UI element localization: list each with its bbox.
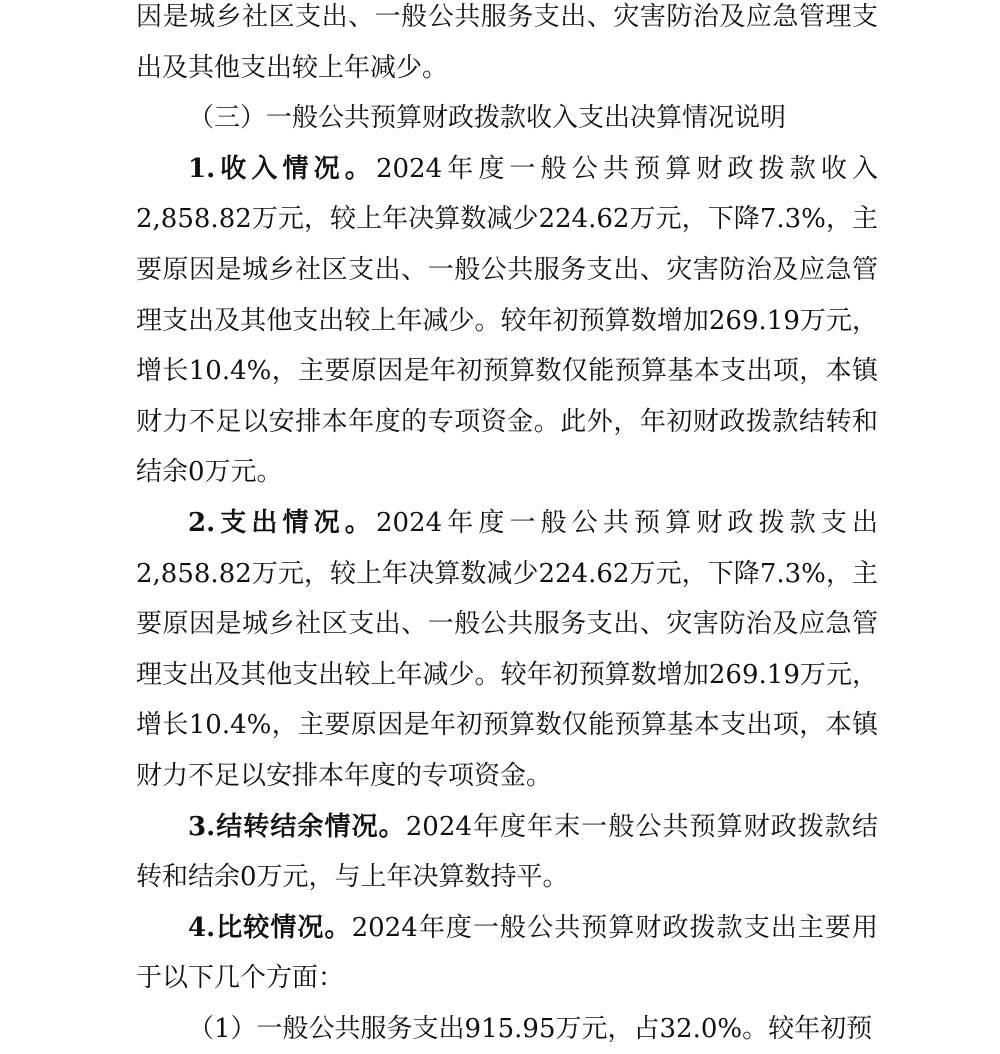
income-title: 1.收入情况。 xyxy=(188,153,376,184)
document-body xyxy=(136,0,878,1054)
paragraph-expense xyxy=(136,498,878,802)
paragraph-continuation: 因是城乡社区支出、一般公共服务支出、灾害防治及应急管理支出及其他支出较上年减少。 xyxy=(136,2,878,83)
carryover-body: 2024年度年末一般公共预算财政拨款结转和结余0万元，与上年决算数持平。 xyxy=(136,811,878,893)
carryover-title: 3.结转结余情况。 xyxy=(188,811,406,842)
expense-body: 2024年度一般公共预算财政拨款支出2,858.82万元，较上年决算数减少224.62万元，下降7.3%，主要原因是城乡社区支出、一般公共服务支出、灾害防治及应急管理支出及其他支出较上年减少。较年初预算数增加269.19万元，增长10.4%，主要原因是年初预算数仅能预算基本支出项，本镇财力不足以安排本年度的专项资金。 xyxy=(136,507,878,791)
paragraph-income xyxy=(136,144,878,498)
comparison-body: 2024年度一般公共预算财政拨款支出主要用于以下几个方面： xyxy=(136,912,878,994)
section-heading: （三）一般公共预算财政拨款收入支出决算情况说明 xyxy=(188,103,787,134)
income-body: 2024年度一般公共预算财政拨款收入2,858.82万元，较上年决算数减少224.62万元，下降7.3%，主要原因是城乡社区支出、一般公共服务支出、灾害防治及应急管理支出及其他支出较上年减少。较年初预算数增加269.19万元，增长10.4%，主要原因是年初预算数仅能预算基本支出项，本镇财力不足以安排本年度的专项资金。此外，年初财政拨款结转和结余0万元。 xyxy=(136,153,878,488)
comparison-title: 4.比较情况。 xyxy=(188,912,352,943)
paragraph-comparison xyxy=(136,903,878,1004)
expense-title: 2.支出情况。 xyxy=(188,507,376,538)
paragraph-carryover xyxy=(136,802,878,903)
paragraph-item-1: （1）一般公共服务支出915.95万元，占32.0%。较年初预 xyxy=(188,1013,873,1044)
